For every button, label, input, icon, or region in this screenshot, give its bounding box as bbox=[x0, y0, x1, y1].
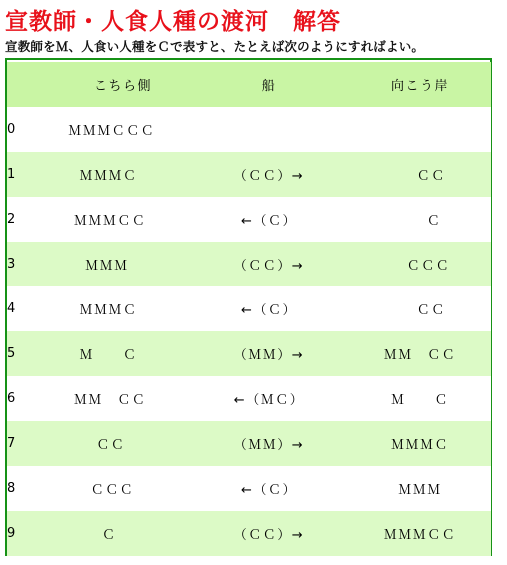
far-side-cell: ＣＣ bbox=[349, 286, 491, 331]
header-boat: 船 bbox=[189, 62, 349, 107]
near-side-cell: Ｍ Ｃ bbox=[57, 331, 189, 376]
near-side-cell: ＭＭＭＣ bbox=[57, 152, 189, 197]
table-row bbox=[7, 466, 491, 511]
step-number: 0 bbox=[7, 107, 57, 152]
page-subtitle: 宣教師をＭ、人食い人種をＣで表すと、たとえば次のようにすればよい。 bbox=[5, 39, 425, 54]
far-side-cell: Ｍ Ｃ bbox=[349, 376, 491, 421]
solution-table bbox=[7, 62, 491, 556]
far-side-cell: Ｃ bbox=[349, 197, 491, 242]
boat-cell: ←（Ｃ） bbox=[189, 286, 349, 331]
boat-cell: ←（Ｃ） bbox=[189, 197, 349, 242]
table-row bbox=[7, 376, 491, 421]
table-row bbox=[7, 107, 491, 152]
step-number: 6 bbox=[7, 376, 57, 421]
far-side-cell: ＣＣＣ bbox=[349, 242, 491, 287]
step-number: 7 bbox=[7, 421, 57, 466]
far-side-cell: ＭＭＭＣ bbox=[349, 421, 491, 466]
step-number: 2 bbox=[7, 197, 57, 242]
boat-cell: （ＣＣ）→ bbox=[189, 242, 349, 287]
near-side-cell: ＭＭＭＣ bbox=[57, 286, 189, 331]
page-title: 宣教師・人食人種の渡河 解答 bbox=[5, 9, 341, 35]
table-row bbox=[7, 421, 491, 466]
header-far-side: 向こう岸 bbox=[349, 62, 491, 107]
boat-cell: （ＣＣ）→ bbox=[189, 511, 349, 556]
near-side-cell: ＭＭＭＣＣ bbox=[57, 197, 189, 242]
near-side-cell: ＭＭＭＣＣＣ bbox=[57, 107, 189, 152]
step-number: 4 bbox=[7, 286, 57, 331]
boat-cell: ←（ＭＣ） bbox=[189, 376, 349, 421]
boat-cell bbox=[189, 107, 349, 152]
far-side-cell: ＭＭ ＣＣ bbox=[349, 331, 491, 376]
near-side-cell: ＣＣ bbox=[57, 421, 189, 466]
boat-cell: （ＭＭ）→ bbox=[189, 331, 349, 376]
table-header-row bbox=[7, 62, 491, 107]
step-number: 1 bbox=[7, 152, 57, 197]
near-side-cell: Ｃ bbox=[57, 511, 189, 556]
table-row bbox=[7, 511, 491, 556]
table-row bbox=[7, 242, 491, 287]
table-row bbox=[7, 331, 491, 376]
near-side-cell: ＭＭ ＣＣ bbox=[57, 376, 189, 421]
table-row bbox=[7, 286, 491, 331]
header-step bbox=[7, 62, 57, 107]
far-side-cell bbox=[349, 107, 491, 152]
header-near-side: こちら側 bbox=[57, 62, 189, 107]
step-number: 5 bbox=[7, 331, 57, 376]
table-row bbox=[7, 152, 491, 197]
boat-cell: ←（Ｃ） bbox=[189, 466, 349, 511]
step-number: 3 bbox=[7, 242, 57, 287]
near-side-cell: ＭＭＭ bbox=[57, 242, 189, 287]
table-row bbox=[7, 197, 491, 242]
far-side-cell: ＭＭＭＣＣ bbox=[349, 511, 491, 556]
boat-cell: （ＭＭ）→ bbox=[189, 421, 349, 466]
step-number: 9 bbox=[7, 511, 57, 556]
boat-cell: （ＣＣ）→ bbox=[189, 152, 349, 197]
step-number: 8 bbox=[7, 466, 57, 511]
far-side-cell: ＣＣ bbox=[349, 152, 491, 197]
near-side-cell: ＣＣＣ bbox=[57, 466, 189, 511]
far-side-cell: ＭＭＭ bbox=[349, 466, 491, 511]
